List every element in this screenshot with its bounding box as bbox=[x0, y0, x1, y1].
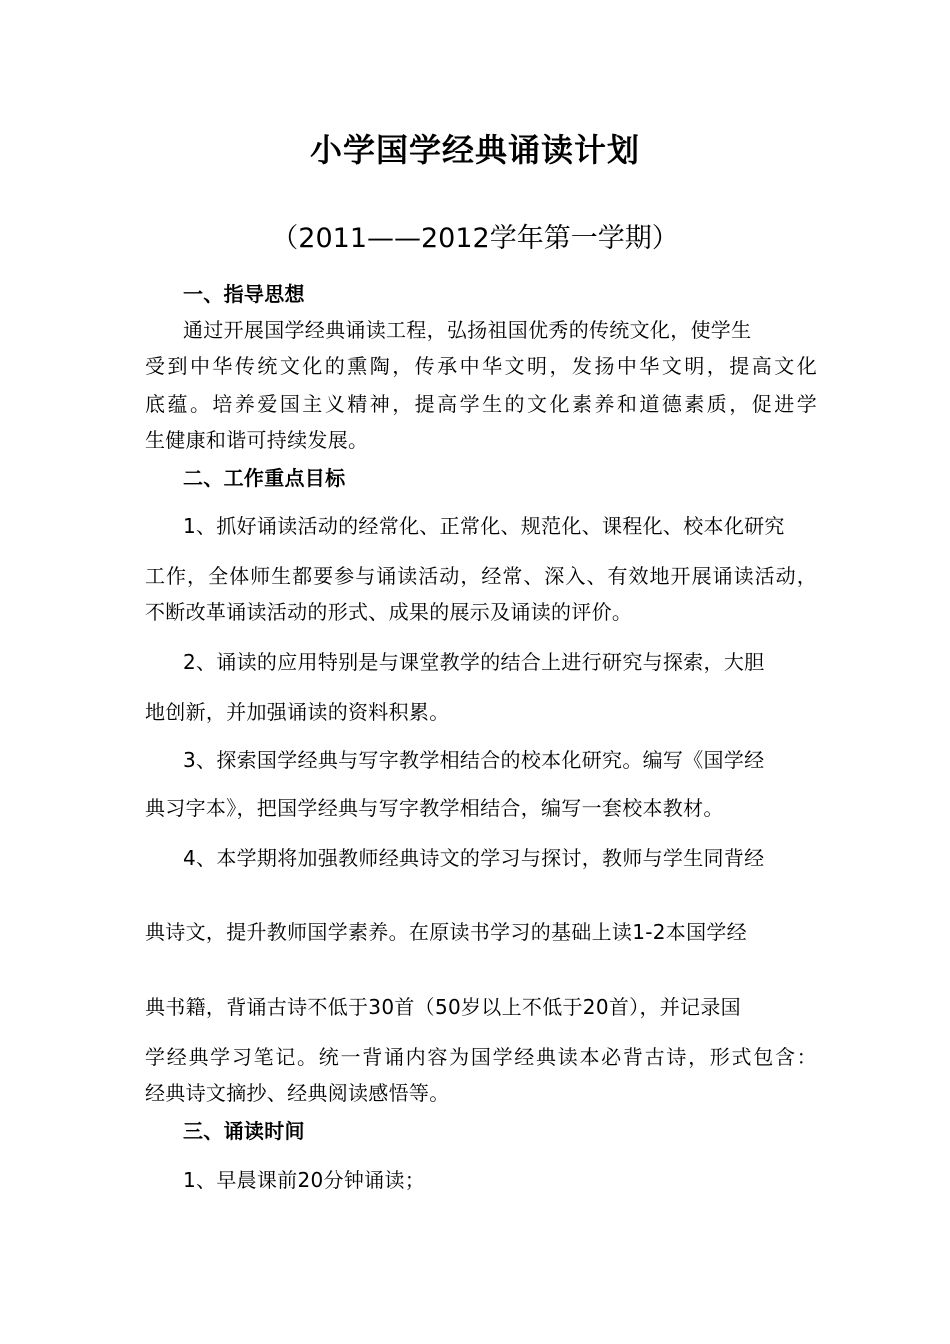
paragraph-line: 4、本学期将加强教师经典诗文的学习与探讨，教师与学生同背经 bbox=[183, 846, 765, 870]
section-heading-guiding-thought: 一、指导思想 bbox=[183, 282, 305, 306]
paragraph-line: 3、探索国学经典与写字教学相结合的校本化研究。编写《国学经 bbox=[183, 748, 765, 772]
document-title: 小学国学经典诵读计划 bbox=[309, 131, 640, 169]
paragraph-line: 典诗文，提升教师国学素养。在原读书学习的基础上读1-2本国学经 bbox=[145, 920, 747, 944]
section-heading-reading-time: 三、诵读时间 bbox=[183, 1119, 305, 1143]
paragraph-line: 受到中华传统文化的熏陶，传承中华文明，发扬中华文明，提高文化 bbox=[145, 354, 817, 378]
paragraph-line: 典习字本》，把国学经典与写字教学相结合，编写一套校本教材。 bbox=[145, 796, 724, 820]
paragraph-line: 学经典学习笔记。统一背诵内容为国学经典读本必背古诗，形式包含： bbox=[145, 1045, 817, 1069]
paragraph-line: 2、诵读的应用特别是与课堂教学的结合上进行研究与探索，大胆 bbox=[183, 650, 765, 674]
paragraph-line: 1、早晨课前20分钟诵读； bbox=[183, 1168, 426, 1192]
paragraph-line: 底蕴。培养爱国主义精神，提高学生的文化素养和道德素质，促进学 bbox=[145, 392, 817, 416]
paragraph-line: 典书籍，背诵古诗不低于30首（50岁以上不低于20首），并记录国 bbox=[145, 995, 741, 1019]
document-subtitle: （2011——2012学年第一学期） bbox=[271, 223, 679, 254]
paragraph-line: 通过开展国学经典诵读工程，弘扬祖国优秀的传统文化，使学生 bbox=[183, 318, 752, 342]
paragraph-line: 地创新，并加强诵读的资料积累。 bbox=[145, 700, 450, 724]
paragraph-line: 不断改革诵读活动的形式、成果的展示及诵读的评价。 bbox=[145, 600, 633, 624]
paragraph-line: 经典诗文摘抄、经典阅读感悟等。 bbox=[145, 1081, 450, 1105]
section-heading-key-goals: 二、工作重点目标 bbox=[183, 466, 346, 490]
paragraph-line: 工作，全体师生都要参与诵读活动，经常、深入、有效地开展诵读活动， bbox=[145, 564, 817, 588]
paragraph-line: 1、抓好诵读活动的经常化、正常化、规范化、课程化、校本化研究 bbox=[183, 514, 785, 538]
paragraph-line: 生健康和谐可持续发展。 bbox=[145, 428, 369, 452]
